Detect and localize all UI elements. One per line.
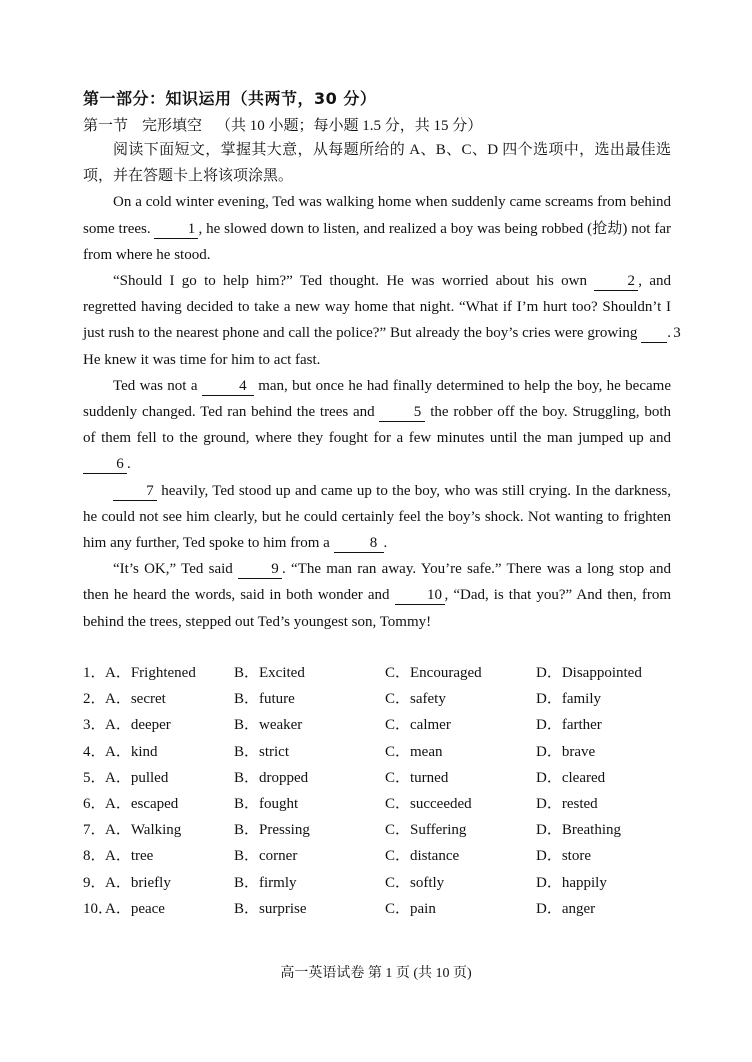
option-row xyxy=(83,739,683,765)
option-a: A．Frightened xyxy=(105,665,196,681)
option-row xyxy=(83,712,683,738)
section-title: 完形填空 xyxy=(142,118,203,134)
text: . He knew it was time for him to act fast. xyxy=(83,325,671,368)
option-c: C．softly xyxy=(385,874,445,891)
question-number: 5． xyxy=(83,769,106,786)
option-row xyxy=(83,765,683,791)
option-d: D．cleared xyxy=(536,769,606,786)
page-footer: 高一英语试卷 第 1 页 (共 10 页) xyxy=(280,966,472,981)
option-d: D．Breathing xyxy=(536,822,621,839)
option-b: B．Pressing xyxy=(234,822,310,839)
option-row xyxy=(83,896,683,922)
paragraph-2 xyxy=(83,268,681,373)
blank-9: 9 xyxy=(238,560,282,579)
paragraph-4 xyxy=(83,478,671,557)
option-b: B．dropped xyxy=(234,769,309,786)
option-b: B．fought xyxy=(234,795,299,812)
option-c: C．Encouraged xyxy=(385,665,482,681)
section-note: （共 10 小题；每小题 1.5 分，共 15 分） xyxy=(216,118,483,134)
option-c: C．pain xyxy=(385,900,436,917)
option-c: C．mean xyxy=(385,743,443,760)
option-a: A．tree xyxy=(105,848,154,865)
text: man, but once he had finally determined to help the boy, he became suddenly changed. Ted ran behind the trees and xyxy=(83,377,671,421)
part-title: 第一部分：知识运用（共两节，30 分） xyxy=(83,89,377,108)
question-number: 1． xyxy=(83,665,106,681)
option-b: B．firmly xyxy=(234,874,297,891)
question-number: 6． xyxy=(83,795,106,812)
option-b: B．future xyxy=(234,691,295,708)
option-c: C．distance xyxy=(385,848,460,865)
option-a: A．briefly xyxy=(105,874,171,891)
text: , and regretted having decided to take a new way home that night. “What if I’m hurt too? Shouldn’t I just rush to the nearest phone and call the police?” But already the boy’s cries were growing xyxy=(83,273,671,342)
option-row xyxy=(83,791,683,817)
option-a: A．pulled xyxy=(105,769,169,786)
text: the robber off the boy. Struggling, both of them fell to the ground, where they fought for a few minutes until the man jumped up and xyxy=(83,404,671,447)
option-b: B．Excited xyxy=(234,665,305,681)
blank-6: 6 xyxy=(83,455,127,474)
option-a: A．peace xyxy=(105,900,165,917)
blank-7: 7 xyxy=(113,482,157,501)
option-a: A．secret xyxy=(105,691,166,708)
blank-2: 2 xyxy=(594,272,638,291)
blank-10: 10 xyxy=(395,586,445,605)
option-row xyxy=(83,686,683,712)
instructions: 阅读下面短文，掌握其大意，从每题所给的 A、B、C、D 四个选项中，选出最佳选项，并在答题卡上将该项涂黑。 xyxy=(83,142,671,185)
option-d: D．brave xyxy=(536,743,596,760)
option-a: A．kind xyxy=(105,743,158,760)
option-d: D．Disappointed xyxy=(536,665,642,681)
question-number: 8． xyxy=(83,848,106,865)
question-number: 4． xyxy=(83,743,106,760)
question-number: 3． xyxy=(83,717,106,734)
text: Ted was not a xyxy=(113,377,202,394)
option-a: A．Walking xyxy=(105,822,182,839)
text: heavily, Ted stood up and came up to the boy, who was still crying. In the darkness, he could not see him clearly, but he could certainly feel the boy’s shock. Not wanting to frighten him any further, Ted spoke to him from a xyxy=(83,482,671,552)
blank-4: 4 xyxy=(202,377,254,396)
paragraph-3 xyxy=(83,373,671,478)
blank-3: 3 xyxy=(641,324,667,343)
text: On a cold winter evening, Ted was walking home when suddenly came screams from behind some trees. xyxy=(83,194,671,237)
option-c: C．calmer xyxy=(385,717,451,734)
option-c: C．succeeded xyxy=(385,795,472,812)
option-d: D．rested xyxy=(536,795,598,812)
question-number: 10． xyxy=(83,900,114,917)
option-row xyxy=(83,817,683,843)
option-c: C．Suffering xyxy=(385,822,467,839)
option-c: C．turned xyxy=(385,769,449,786)
text: “Should I go to help him?” Ted thought. He was worried about his own xyxy=(113,273,595,290)
option-d: D．happily xyxy=(536,874,607,891)
option-b: B．weaker xyxy=(234,717,303,734)
option-b: B．corner xyxy=(234,848,298,865)
text: . xyxy=(383,535,388,552)
blank-1: 1 xyxy=(154,220,198,239)
question-number: 9． xyxy=(83,874,106,891)
blank-8: 8 xyxy=(334,534,384,553)
text: . “The man ran away. You’re safe.” There was a long stop and then he heard the words, said in both wonder and xyxy=(83,561,671,604)
cloze-passage xyxy=(83,137,681,635)
text: “It’s OK,” Ted said xyxy=(113,561,239,578)
blank-5: 5 xyxy=(379,403,425,422)
option-a: A．deeper xyxy=(105,717,171,734)
paragraph-5 xyxy=(83,556,671,635)
text: . xyxy=(127,456,131,473)
option-b: B．surprise xyxy=(234,900,307,917)
option-d: D．anger xyxy=(536,900,596,917)
option-row xyxy=(83,660,683,686)
option-b: B．strict xyxy=(234,743,289,760)
section-heading xyxy=(83,114,482,135)
option-c: C．safety xyxy=(385,691,446,708)
text: , he slowed down to listen, and realized a boy was being robbed (抢劫) not far from where he stood. xyxy=(83,220,671,263)
option-row xyxy=(83,870,683,896)
option-d: D．family xyxy=(536,691,601,708)
question-number: 7． xyxy=(83,822,106,839)
question-number: 2． xyxy=(83,691,106,708)
paragraph-1 xyxy=(83,189,671,268)
answer-options xyxy=(83,660,683,922)
section-label: 第一节 xyxy=(83,118,129,134)
text: , “Dad, is that you?” And then, from behind the trees, stepped out Ted’s youngest son, Tommy! xyxy=(83,587,671,630)
option-row xyxy=(83,843,683,869)
option-d: D．store xyxy=(536,848,591,865)
option-d: D．farther xyxy=(536,717,602,734)
option-a: A．escaped xyxy=(105,795,179,812)
